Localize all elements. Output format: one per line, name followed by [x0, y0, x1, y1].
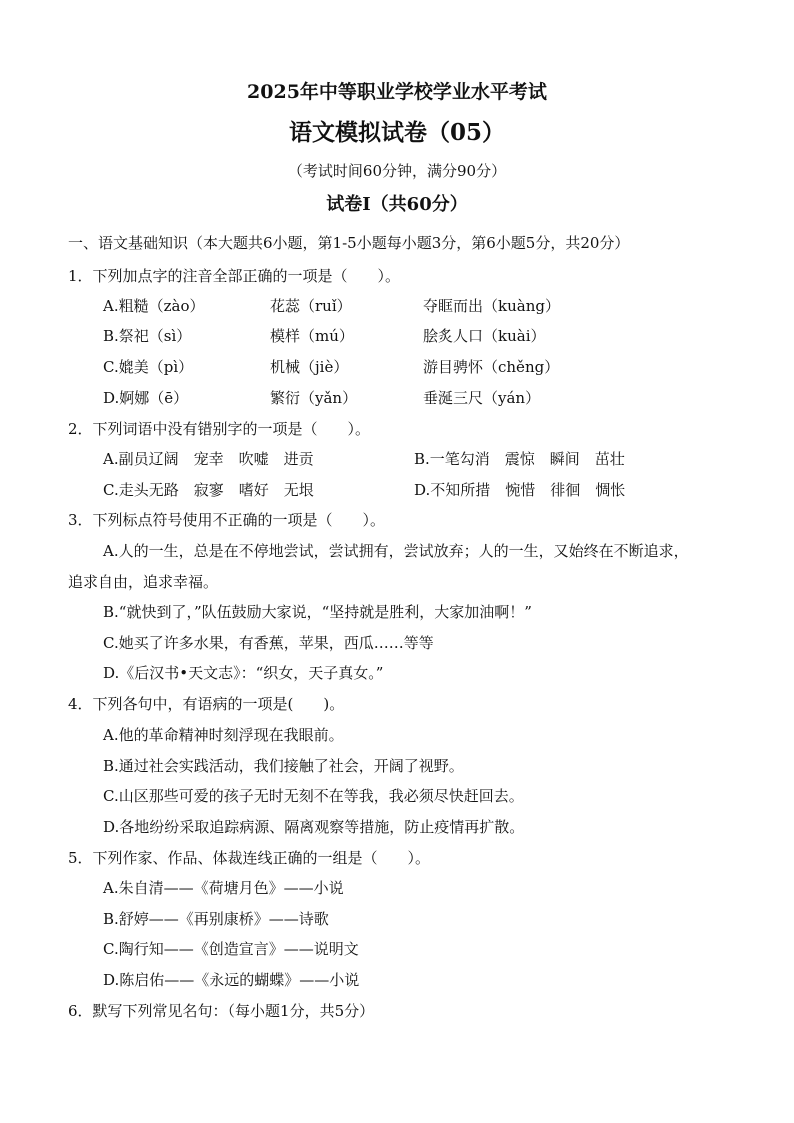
q1-option-b-2: 模样（mú）: [270, 327, 354, 345]
q2-option-b: B.一笔勾消 震惊 瞬间 茁壮: [414, 450, 625, 468]
q1-option-c-1: C.媲美（pì）: [103, 358, 194, 376]
exam-title: 2025年中等职业学校学业水平考试: [247, 81, 547, 103]
section-heading: 一、语文基础知识（本大题共6小题，第1-5小题每小题3分，第6小题5分，共20分）: [68, 234, 630, 252]
q2-option-a: A.副员辽阔 宠幸 吹嘘 进贡: [103, 450, 314, 468]
q1-option-d-2: 繁衍（yǎn）: [270, 389, 358, 407]
q3-option-c: C.她买了许多水果，有香蕉，苹果，西瓜……等等: [103, 634, 434, 652]
q4-option-d: D.各地纷纷采取追踪病源、隔离观察等措施，防止疫情再扩散。: [103, 818, 525, 836]
q1-option-c-2: 机械（jiè）: [270, 358, 349, 376]
q1-option-d-3: 垂涎三尺（yán）: [423, 389, 541, 407]
time-note: （考试时间60分钟，满分90分）: [287, 162, 507, 180]
q3-option-a-line-1: A.人的一生，总是在不停地尝试，尝试拥有，尝试放弃；人的一生，又始终在不断追求，: [103, 542, 689, 560]
q1-option-a-1: A.粗糙（zào）: [103, 297, 205, 315]
q4-option-a: A.他的革命精神时刻浮现在我眼前。: [103, 726, 344, 744]
question-4-stem: 4．下列各句中，有语病的一项是( )。: [68, 695, 345, 713]
question-1-stem: 1．下列加点字的注音全部正确的一项是（ ）。: [68, 267, 401, 285]
q4-option-c: C.山区那些可爱的孩子无时无刻不在等我，我必须尽快赶回去。: [103, 787, 524, 805]
q5-option-b: B.舒婷——《再别康桥》——诗歌: [103, 910, 329, 928]
question-3-stem: 3．下列标点符号使用不正确的一项是（ ）。: [68, 511, 386, 529]
q1-option-b-3: 脍炙人口（kuài）: [423, 327, 546, 345]
question-6-stem: 6．默写下列常见名句：（每小题1分，共5分）: [68, 1002, 375, 1020]
q2-option-d: D.不知所措 惋惜 徘徊 惆怅: [414, 481, 626, 499]
q1-option-c-3: 游目骋怀（chěng）: [423, 358, 560, 376]
q3-option-a-line-2: 追求自由，追求幸福。: [68, 573, 219, 591]
q5-option-a: A.朱自清——《荷塘月色》——小说: [103, 879, 344, 897]
q4-option-b: B.通过社会实践活动，我们接触了社会，开阔了视野。: [103, 757, 464, 775]
q2-option-c: C.走头无路 寂寥 嗜好 无垠: [103, 481, 314, 499]
part-title: 试卷Ⅰ（共60分）: [326, 194, 468, 215]
question-5-stem: 5．下列作家、作品、体裁连线正确的一组是（ ）。: [68, 849, 431, 867]
q5-option-c: C.陶行知——《创造宣言》——说明文: [103, 940, 359, 958]
question-2-stem: 2．下列词语中没有错别字的一项是（ ）。: [68, 420, 371, 438]
q1-option-a-2: 花蕊（ruǐ）: [270, 297, 352, 315]
q1-option-d-1: D.婀娜（ē）: [103, 389, 189, 407]
q3-option-d: D.《后汉书•天文志》：“织女，天子真女。”: [103, 664, 384, 682]
q5-option-d: D.陈启佑——《永远的蝴蝶》——小说: [103, 971, 360, 989]
q3-option-b: B.“就快到了，”队伍鼓励大家说，“坚持就是胜利，大家加油啊！”: [103, 603, 532, 621]
q1-option-b-1: B.祭祀（sì）: [103, 327, 192, 345]
paper-title: 语文模拟试卷（05）: [288, 119, 505, 146]
q1-option-a-3: 夺眶而出（kuàng）: [423, 297, 560, 315]
